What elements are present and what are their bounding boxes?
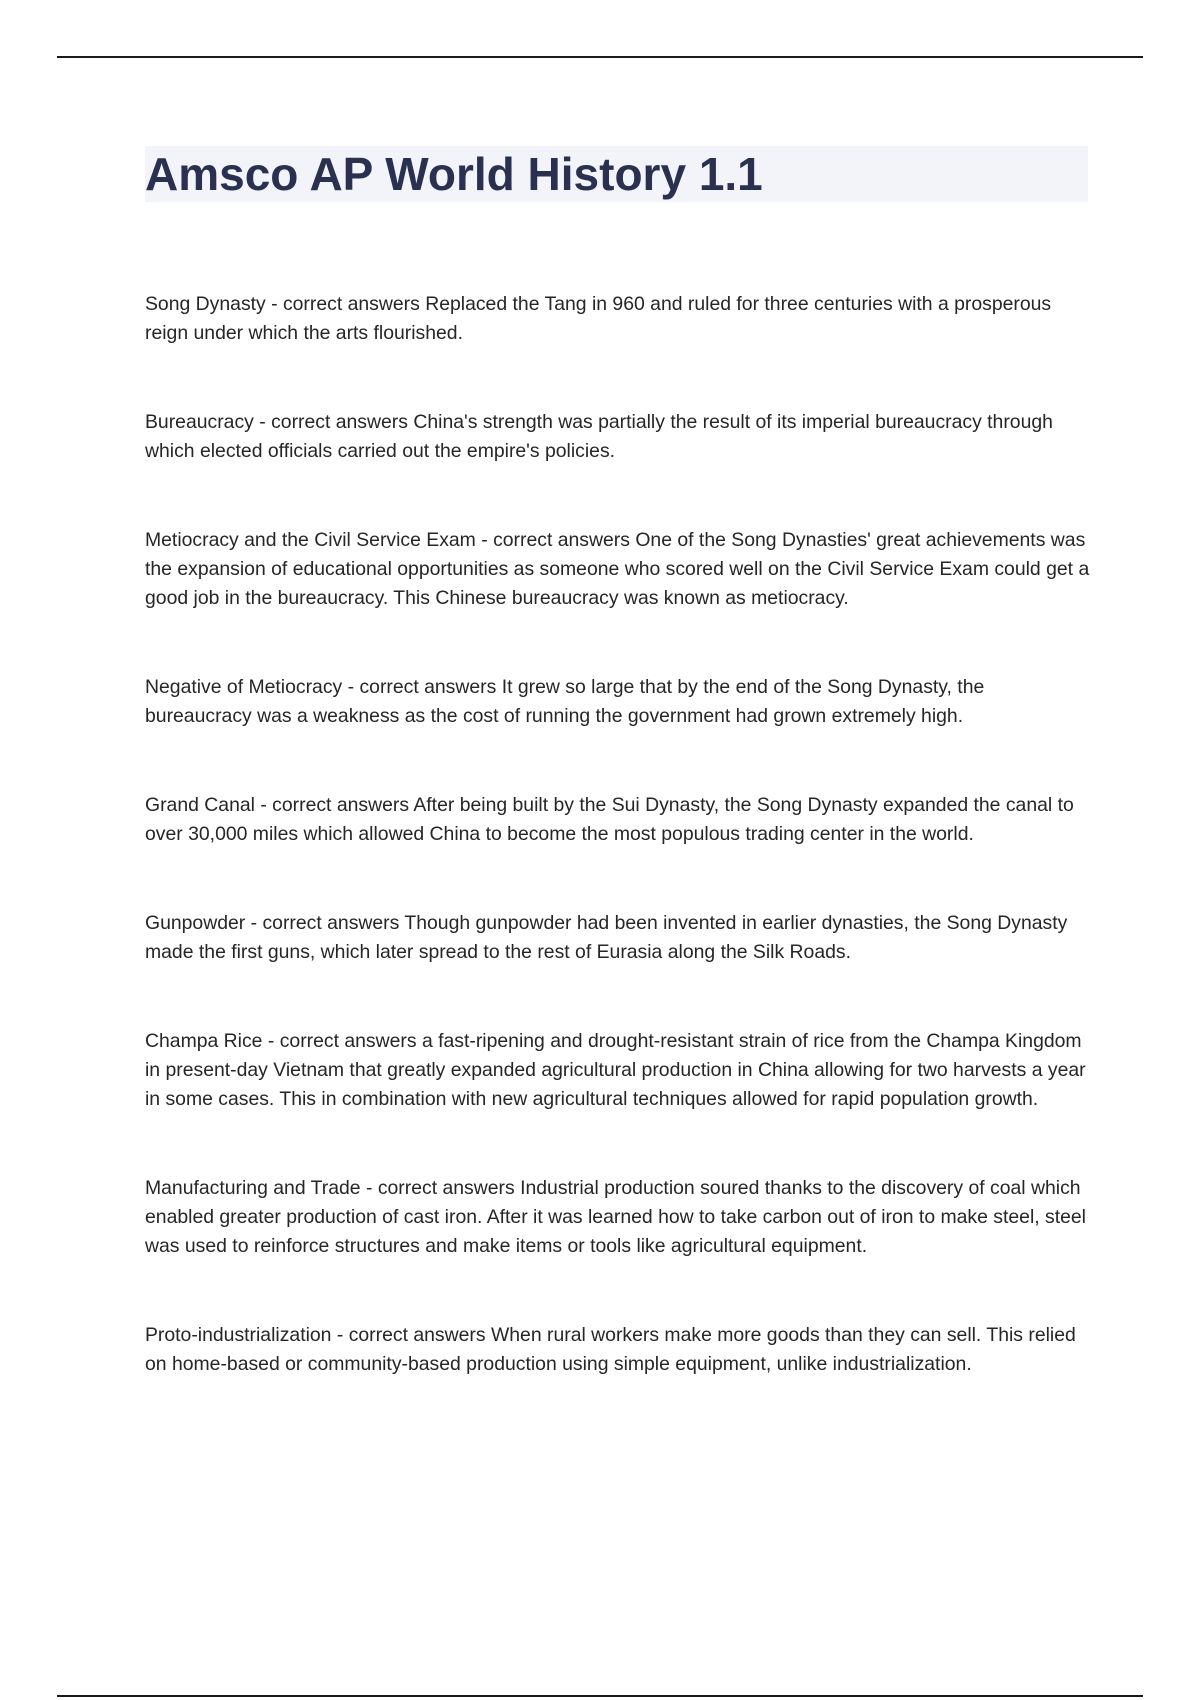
entry-separator: - correct answers [245, 912, 405, 934]
entry-separator: - correct answers [475, 529, 636, 551]
entry-definition: After being built by the Sui Dynasty, the Song Dynasty expanded the canal to over 30,000 miles which allowed China to become the most populous trading center in the world. [145, 794, 1074, 845]
entry-term: Grand Canal [145, 794, 255, 816]
entry-term: Proto-industrialization [145, 1324, 332, 1346]
entry-definition: It grew so large that by the end of the Song Dynasty, the bureaucracy was a weakness as the cost of running the government had grown extremely high. [145, 676, 985, 727]
entry-definition: Though gunpowder had been invented in earlier dynasties, the Song Dynasty made the first guns, which later spread to the rest of Eurasia along the Silk Roads. [145, 912, 1068, 963]
entry-term: Negative of Metiocracy [145, 676, 343, 698]
entry-term: Gunpowder [145, 912, 246, 934]
entry-separator: - correct answers [265, 293, 426, 315]
entry-definition: a fast-ripening and drought-resistant strain of rice from the Champa Kingdom in present-day Vietnam that greatly expanded agricultural production in China allowing for two harvests a year in some cases. This in combination with new agricultural techniques allowed for rapid population growth. [145, 1030, 1086, 1110]
entry-item [145, 526, 1095, 613]
entry-term: Metiocracy and the Civil Service Exam [145, 529, 476, 551]
entry-separator: - correct answers [254, 794, 414, 816]
entry-definition: One of the Song Dynasties' great achievements was the expansion of educational opportunities as someone who scored well on the Civil Service Exam could get a good job in the bureaucracy. This Chinese bureaucracy was known as metiocracy. [145, 529, 1090, 609]
entry-separator: - correct answers [342, 676, 502, 698]
entry-separator: - correct answers [331, 1324, 491, 1346]
entry-definition: Replaced the Tang in 960 and ruled for three centuries with a prosperous reign under which the arts flourished. [145, 293, 1052, 344]
entry-separator: - correct answers [253, 411, 414, 433]
entry-item [145, 290, 1095, 348]
entry-definition: When rural workers make more goods than they can sell. This relied on home-based or community-based production using simple equipment, unlike industrialization. [145, 1324, 1076, 1375]
entry-item [145, 1027, 1095, 1114]
entry-term: Bureaucracy [145, 411, 254, 433]
entry-term: Song Dynasty [145, 293, 266, 315]
top-rule [57, 56, 1143, 58]
entry-separator: - correct answers [360, 1177, 521, 1199]
entry-term: Champa Rice [145, 1030, 263, 1052]
page-title: Amsco AP World History 1.1 [145, 148, 763, 200]
entry-item [145, 1321, 1095, 1379]
entry-separator: - correct answers [262, 1030, 422, 1052]
entry-item [145, 791, 1095, 849]
bottom-rule [57, 1695, 1143, 1697]
entry-item [145, 1174, 1095, 1261]
entry-item [145, 408, 1095, 466]
entry-term: Manufacturing and Trade [145, 1177, 361, 1199]
entry-list [145, 290, 1095, 1439]
entry-item [145, 909, 1095, 967]
entry-definition: China's strength was partially the result of its imperial bureaucracy through which elected officials carried out the empire's policies. [145, 411, 1053, 462]
entry-definition: Industrial production soured thanks to the discovery of coal which enabled greater production of cast iron. After it was learned how to take carbon out of iron to make steel, steel was used to reinforce structures and make items or tools like agricultural equipment. [145, 1177, 1086, 1257]
entry-item [145, 673, 1095, 731]
